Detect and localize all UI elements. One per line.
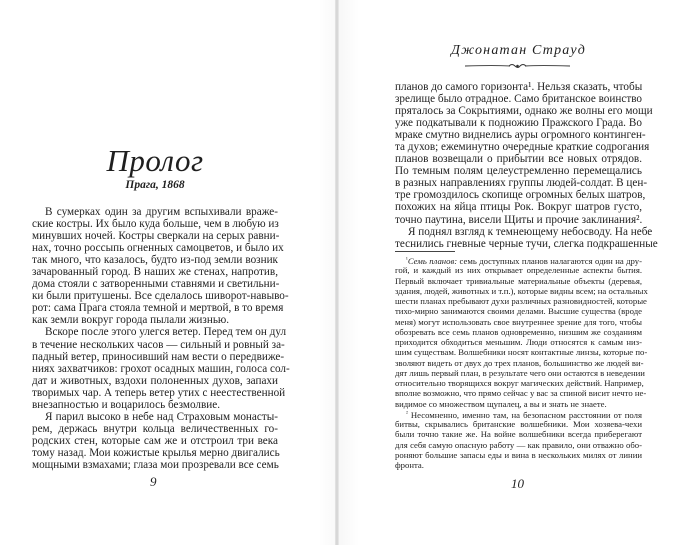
footnote-line <box>395 409 642 419</box>
footnotes <box>395 255 648 470</box>
text-line: минувших ночей. Костры сверкали на серых равни- <box>32 230 280 243</box>
page-number-right: 10 <box>511 476 524 491</box>
footnote-line: были точно такие же. На войне волшебники всегда приберегают <box>395 429 642 440</box>
footnote-line: шести планах пребывают духи различных разновидностей, которые <box>395 296 647 306</box>
text-line: рем, держась внутри кольца величественных го- <box>32 422 278 435</box>
text-line: ки были притушены. Все сделалось шиворот-навыво- <box>32 290 289 303</box>
footnote-line: зволяют видеть от двух до трех планов, большинство же людей ви- <box>395 357 644 368</box>
text-line: В сумерках один за другим вспыхивали враже- <box>45 206 278 218</box>
text-line: нах, точно россыпь огненных самоцветов, и было их <box>32 242 284 255</box>
text-line: ские костры. Их было куда больше, чем в любую из <box>32 218 279 231</box>
footnote-line: роняют большие запасы еды и вина в нескольких милях от линии <box>395 449 642 460</box>
footnote-line: меня) могут использовать свое внутреннее зрение для того, чтобы <box>395 316 642 327</box>
text-line: та духов; ежеминутно очередные краткие содрогания <box>395 141 650 154</box>
footnote-line: видимое со множеством щупалец, а вы и знать не знаете. <box>395 398 607 409</box>
text-line: зачарованный город. В наших же стенах, напротив, <box>32 266 278 279</box>
text-line: уже подкатывали к подножию Пражского Града. Во <box>395 117 642 130</box>
text-line: падный ветер, приносивший нам вести о передвиже- <box>32 350 285 363</box>
chapter-subtitle: Прага, 1868 <box>125 179 185 191</box>
text-line: Я парил высоко в небе над Страховым монасты- <box>45 410 278 423</box>
footnote-line: вполне возможно, что прямо сейчас у вас за спиной висит нечто не- <box>395 388 647 399</box>
text-line: рот: сама Прага стояла темной и мертвой, в то время <box>32 302 284 315</box>
text-line: внезапностью и воцарилось безмолвие. <box>32 398 221 411</box>
gutter-shadow-right <box>339 0 359 545</box>
text-line: так много, что казалось, будто из-под земли возник <box>32 254 278 267</box>
text-line: пряталось за Сокрытиями, однако же волны его мощи <box>395 105 653 118</box>
running-header: Джонатан Страуд <box>451 43 586 58</box>
footnote-line: обозревать все семь планов одновременно, низшим же созданиям <box>395 326 642 337</box>
text-line: планов до самого горизонта¹. Нельзя сказать, чтобы <box>395 81 643 93</box>
footnote-line <box>395 255 642 265</box>
text-line: как земли вокруг города пылали жизнью. <box>32 314 230 327</box>
text-line: похожих на яйца птицы Рок. Вокруг шатров густо, <box>395 201 642 214</box>
footnote-line: приходится обходиться меньшим. Люди относятся к самым низ- <box>395 337 642 347</box>
footnote-line: фронта. <box>395 460 424 470</box>
footnote-line: битвы, скрывались британские волшебники. Мои хозяева-чехи <box>395 419 642 429</box>
text-line: точно паутина, висели Щиты и прочие заклинания². <box>395 213 643 226</box>
text-line: в течение нескольких часов — сильный и ровный за- <box>32 338 285 351</box>
text-line: Я поднял взгляд к темнеющему небосводу. На небе <box>408 225 653 238</box>
text-line: в разных направлениях группы людей-солдат. В цен- <box>395 177 648 190</box>
footnote-marker: ¹ <box>406 257 408 263</box>
text-line: зрелище было отрадное. Само британское воинство <box>395 93 643 106</box>
text-line: дат и животных, вздохи полоненных духов, запахи <box>32 374 278 387</box>
left-page-body <box>32 206 290 471</box>
gutter-shadow-left <box>318 0 335 545</box>
footnote-line: дят лишь первый план, в результате чего они остаются в неведении <box>395 367 645 378</box>
text-line: теснились гневные черные тучи, слегка подкрашенные <box>395 237 658 250</box>
text-line: дома стояли с затворенными ставнями и светильни- <box>32 278 280 291</box>
page-number-left: 9 <box>150 474 157 489</box>
footnote-text: семь доступных планов налагаются один на дру- <box>457 256 642 266</box>
text-line: планов возвещали о прибытии все новых отрядов. <box>395 153 642 166</box>
text-line: тре громоздилось скопище огромных белых шатров, <box>395 189 646 202</box>
text-line: мощными взмахами; глаза мои прозревали все семь <box>32 458 279 471</box>
footnote-line: гой, и каждый из них открывает определенные аспекты бытия. <box>395 265 642 276</box>
footnote-line: шим существам. Волшебники носят контактные линзы, которые по- <box>395 347 648 358</box>
footnote-divider <box>395 251 455 252</box>
text-line: мраке смутно виднелись ауры огромного континген- <box>395 129 646 142</box>
text-line: родских стен, которые сам же и отстроил три века <box>32 434 278 447</box>
footnote-term: Семь планов: <box>407 256 458 266</box>
footnote-line: Первый включает тривиальные материальные объекты (деревья, <box>395 275 642 286</box>
footnote-line: относительно творящихся вокруг магических действий. Например, <box>395 378 644 388</box>
header-ornament-icon <box>465 62 570 70</box>
footnote-line: здания, людей, животных и т.п.), которые видны всем; на остальных <box>395 285 648 296</box>
right-page-body <box>395 81 658 250</box>
footnote-line: тихо-мирно занимаются своими делами. Высшие существа (вроде <box>395 306 642 317</box>
chapter-title: Пролог <box>106 143 204 178</box>
text-line: Вскоре после этого улегся ветер. Перед тем он дул <box>45 326 287 339</box>
text-line: творимых чар. А теперь ветер утих с неестественной <box>32 386 286 399</box>
footnote-marker: ² <box>406 410 408 417</box>
text-line: тому назад. Мои кожистые крылья мерно двигались <box>32 446 280 459</box>
footnote-line: для себя самую опасную работу — как правило, они отважно обо- <box>395 439 642 450</box>
text-line: ниях захватчиков: грохот осадных машин, голоса сол- <box>32 362 290 375</box>
text-line: По темным полям целеустремленно перемещались <box>395 165 642 178</box>
footnote-text: Несомненно, именно там, на безопасном расстоянии от поля <box>407 409 642 420</box>
